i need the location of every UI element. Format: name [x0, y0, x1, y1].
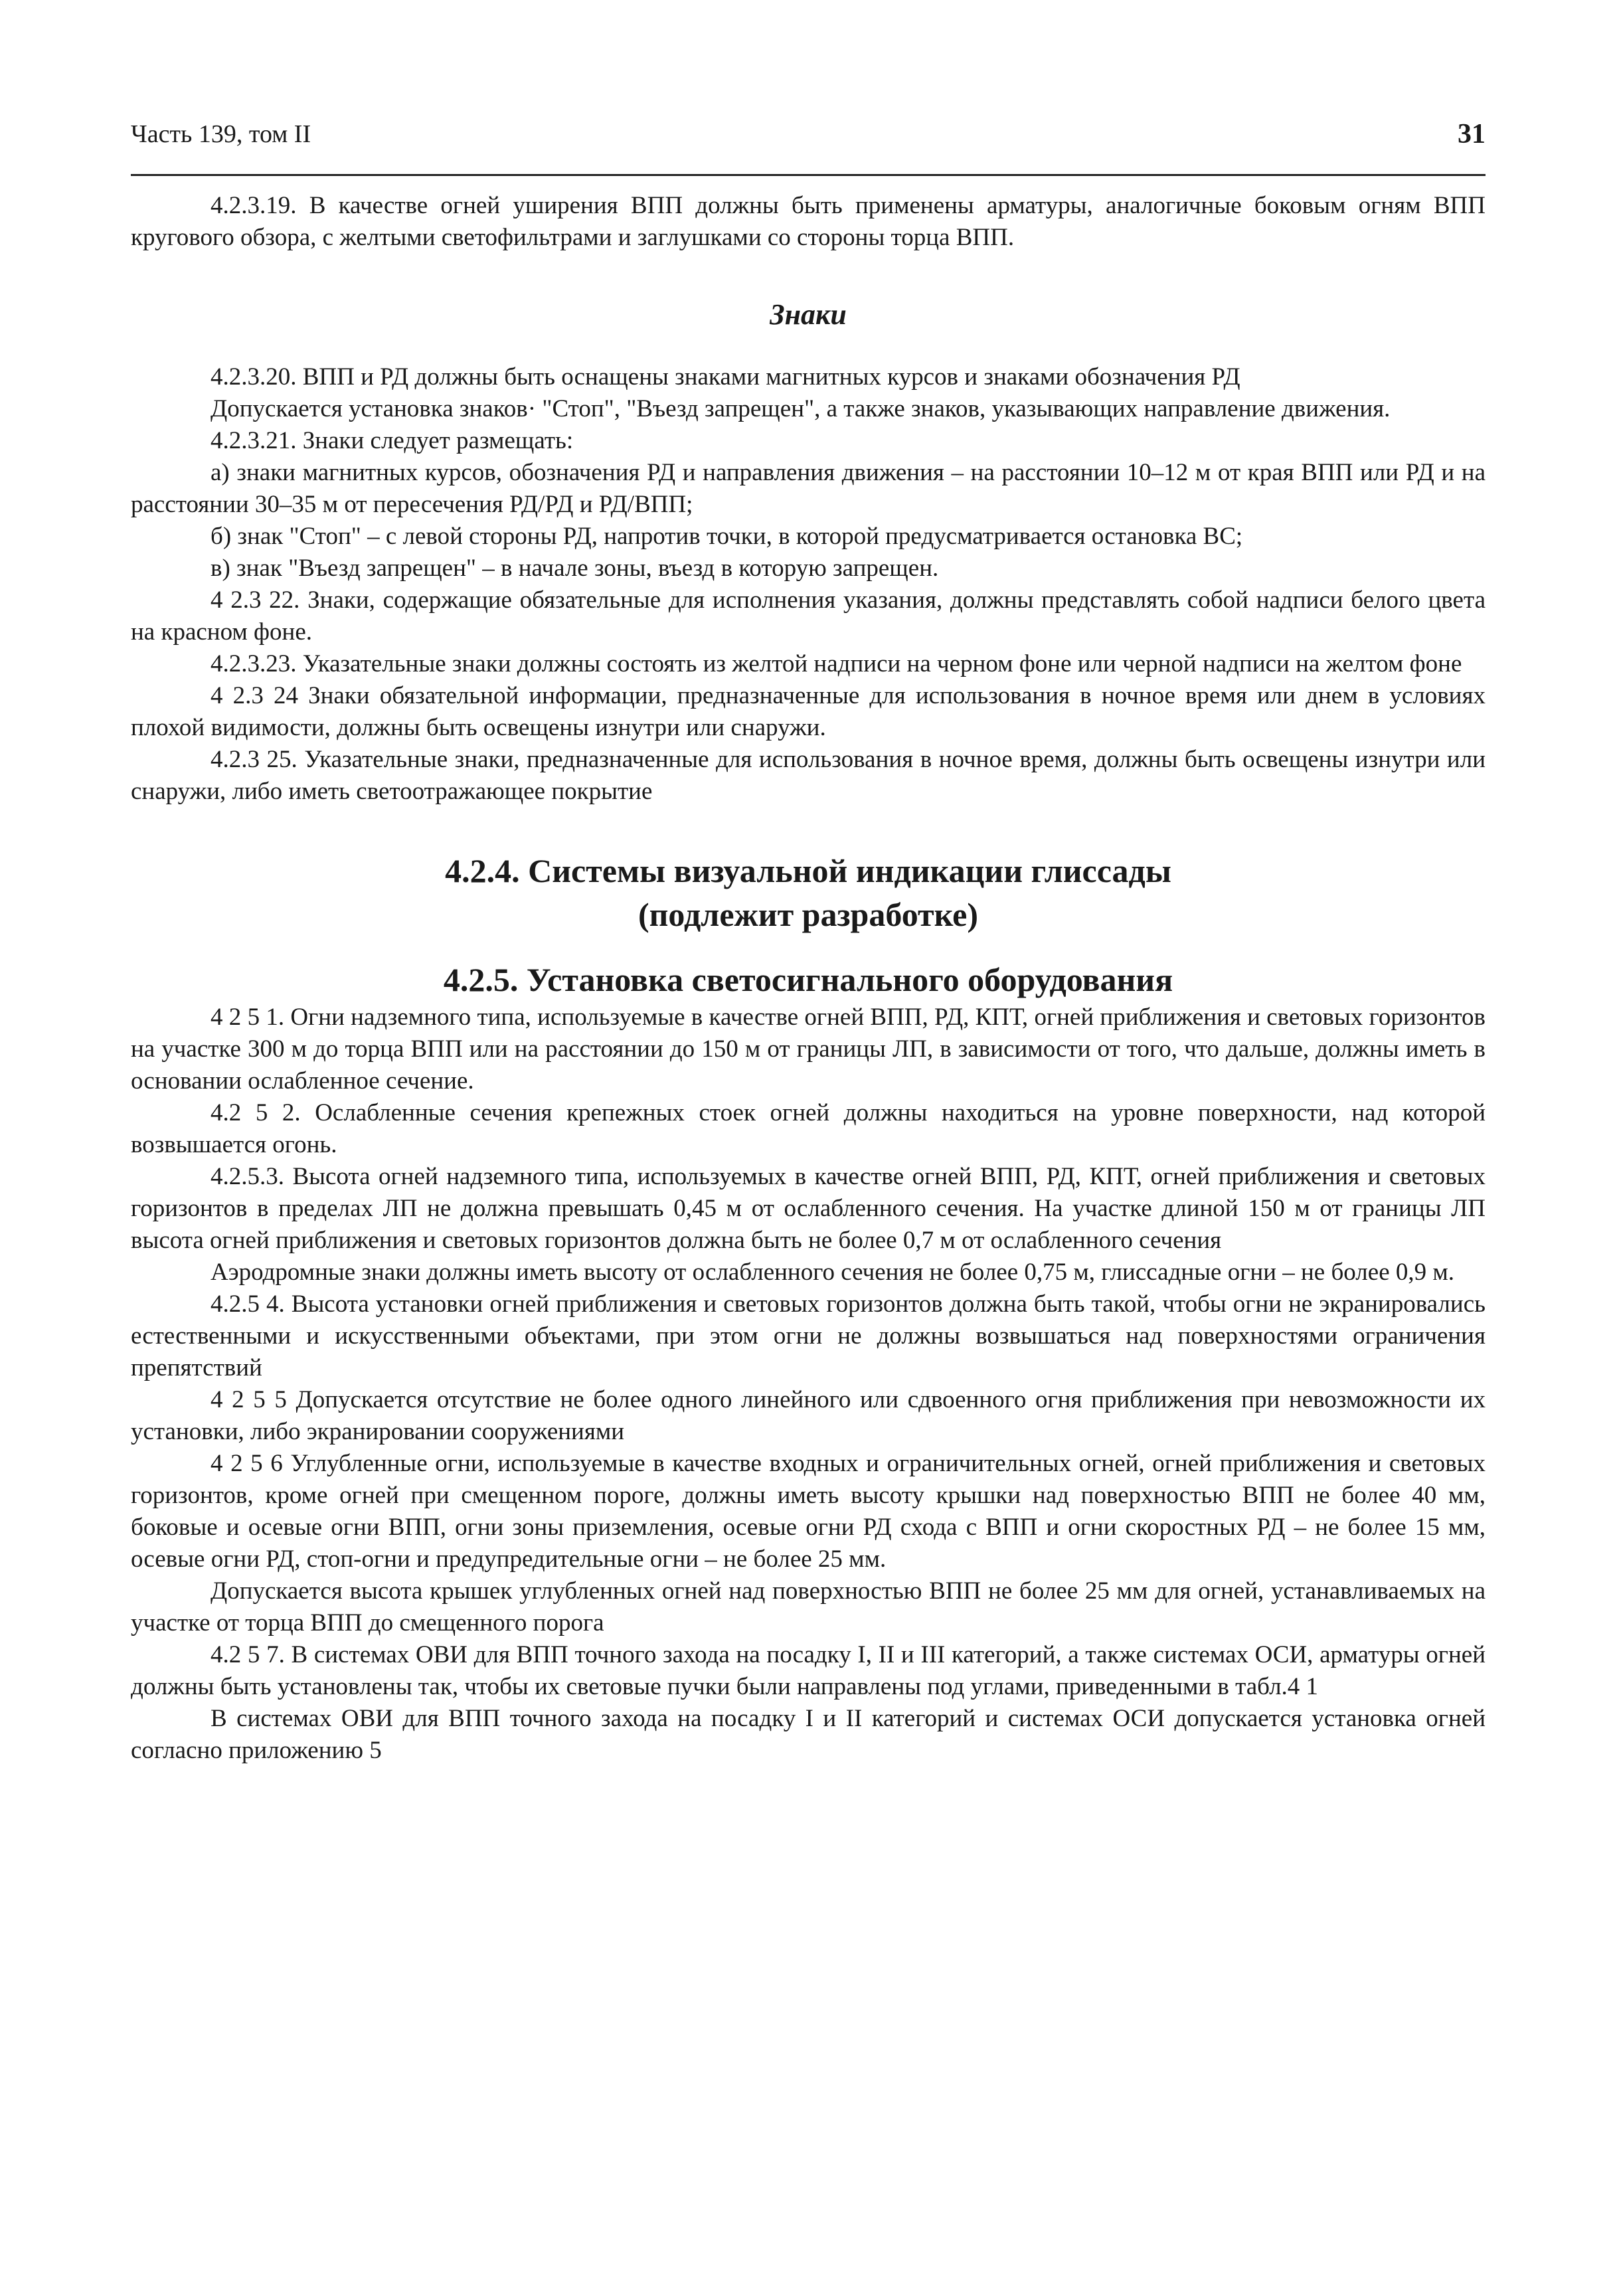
list-item-c: в) знак "Въезд запрещен" – в начале зоны, въезд в которую запрещен.	[211, 555, 939, 582]
heading-4-2-4-line2: (подлежит разработке)	[638, 896, 979, 933]
paragraph-signs-allowed: Допускается установка знаков· "Стоп", "Въезд запрещен", а также знаков, указывающих направление движения.	[211, 395, 1391, 422]
paragraph-aerodrome-signs: Аэродромные знаки должны иметь высоту от ослабленного сечения не более 0,75 м, глиссадные огни – не более 0,9 м.	[211, 1259, 1455, 1286]
paragraph-4-2-5-1: 4 2 5 1. Огни надземного типа, используемые в качестве огней ВПП, РД, КПТ, огней приближения и световых горизонтов на участке 300 м до торца ВПП или на расстоянии до 150 м от границы ЛП, в зависимости от того, что дальше, должны иметь в основании ослабленное сечение.	[131, 1004, 1486, 1095]
paragraph-4-2-3-20: 4.2.3.20. ВПП и РД должны быть оснащены знаками магнитных курсов и знаками обозначения РД	[211, 363, 1240, 391]
paragraph-4-2-3-25: 4.2.3 25. Указательные знаки, предназначенные для использования в ночное время, должны быть освещены изнутри или снаружи, либо иметь светоотражающее покрытие	[131, 746, 1486, 805]
section-heading-signs: Знаки	[770, 298, 847, 331]
spacer	[131, 808, 1486, 849]
list-item-a: а) знаки магнитных курсов, обозначения РД и направления движения – на расстоянии 10–12 м от края ВПП или РД и на расстоянии 30–35 м от пересечения РД/РД и РД/ВПП;	[131, 459, 1486, 518]
paragraph-4-2-5-4: 4.2.5 4. Высота установки огней приближения и световых горизонтов должна быть такой, чтобы огни не экранировались естественными и искусственными объектами, при этом огни не должны возвышаться над поверхностями ограничения препятствий	[131, 1290, 1486, 1381]
paragraph-4-2-3-22: 4 2.3 22. Знаки, содержащие обязательные для исполнения указания, должны представлять собой надписи белого цвета на красном фоне.	[131, 586, 1486, 646]
paragraph-4-2-5-7: 4.2 5 7. В системах ОВИ для ВПП точного захода на посадку I, II и III категорий, а также системах ОСИ, арматуры огней должны быть установлены так, чтобы их световые пучки были направлены под углами, приведенными в табл.4 1	[131, 1641, 1486, 1700]
paragraph-ovi-osi: В системах ОВИ для ВПП точного захода на посадку I и II категорий и системах ОСИ допускается установка огней согласно приложению 5	[131, 1705, 1486, 1764]
header-part-volume: Часть 139, том II	[131, 120, 311, 148]
heading-4-2-4-line1: 4.2.4. Системы визуальной индикации глиссады	[445, 852, 1171, 889]
heading-4-2-5: 4.2.5. Установка светосигнального оборудования	[443, 961, 1173, 998]
spacer	[131, 936, 1486, 958]
header-rule	[131, 174, 1486, 176]
page-header	[131, 114, 1486, 154]
paragraph-cap-height: Допускается высота крышек углубленных огней над поверхностью ВПП не более 25 мм для огней, устанавливаемых на участке от торца ВПП до смещенного порога	[131, 1577, 1486, 1636]
paragraph-4-2-3-23: 4.2.3.23. Указательные знаки должны состоять из желтой надписи на черном фоне или черной надписи на желтом фоне	[211, 650, 1462, 677]
paragraph-4-2-3-24: 4 2.3 24 Знаки обязательной информации, предназначенные для использования в ночное время или днем в условиях плохой видимости, должны быть освещены изнутри или снаружи.	[131, 682, 1486, 741]
paragraph-4-2-5-5: 4 2 5 5 Допускается отсутствие не более одного линейного или сдвоенного огня приближения при невозможности их установки, либо экранировании сооружениями	[131, 1386, 1486, 1445]
paragraph-4-2-5-2: 4.2 5 2. Ослабленные сечения крепежных стоек огней должны находиться на уровне поверхности, над которой возвышается огонь.	[131, 1099, 1486, 1158]
paragraph-4-2-5-6: 4 2 5 6 Углубленные огни, используемые в качестве входных и ограничительных огней, огней приближения и световых горизонтов, кроме огней при смещенном пороге, должны иметь высоту крышки над поверхностью ВПП не более 40 мм, боковые и осевые огни ВПП, огни зоны приземления, осевые огни РД схода с ВПП и огни скоростных РД – не более 15 мм, осевые огни РД, стоп-огни и предупредительные огни – не более 25 мм.	[131, 1450, 1486, 1573]
paragraph-4-2-3-21: 4.2.3.21. Знаки следует размещать:	[211, 427, 574, 454]
list-item-b: б) знак "Стоп" – с левой стороны РД, напротив точки, в которой предусматривается остановка ВС;	[211, 523, 1243, 550]
paragraph-4-2-3-19: 4.2.3.19. В качестве огней уширения ВПП должны быть применены арматуры, аналогичные боковым огням ВПП кругового обзора, с желтыми светофильтрами и заглушками со стороны торца ВПП.	[131, 192, 1486, 251]
page-content	[131, 190, 1486, 1767]
page-number: 31	[1458, 119, 1486, 149]
paragraph-4-2-5-3: 4.2.5.3. Высота огней надземного типа, используемых в качестве огней ВПП, РД, КПТ, огней приближения и световых горизонтов в пределах ЛП не должна превышать 0,45 м от ослабленного сечения. На участке длиной 150 м от границы ЛП высота огней приближения и световых горизонтов должна быть не более 0,7 м от ослабленного сечения	[131, 1163, 1486, 1254]
